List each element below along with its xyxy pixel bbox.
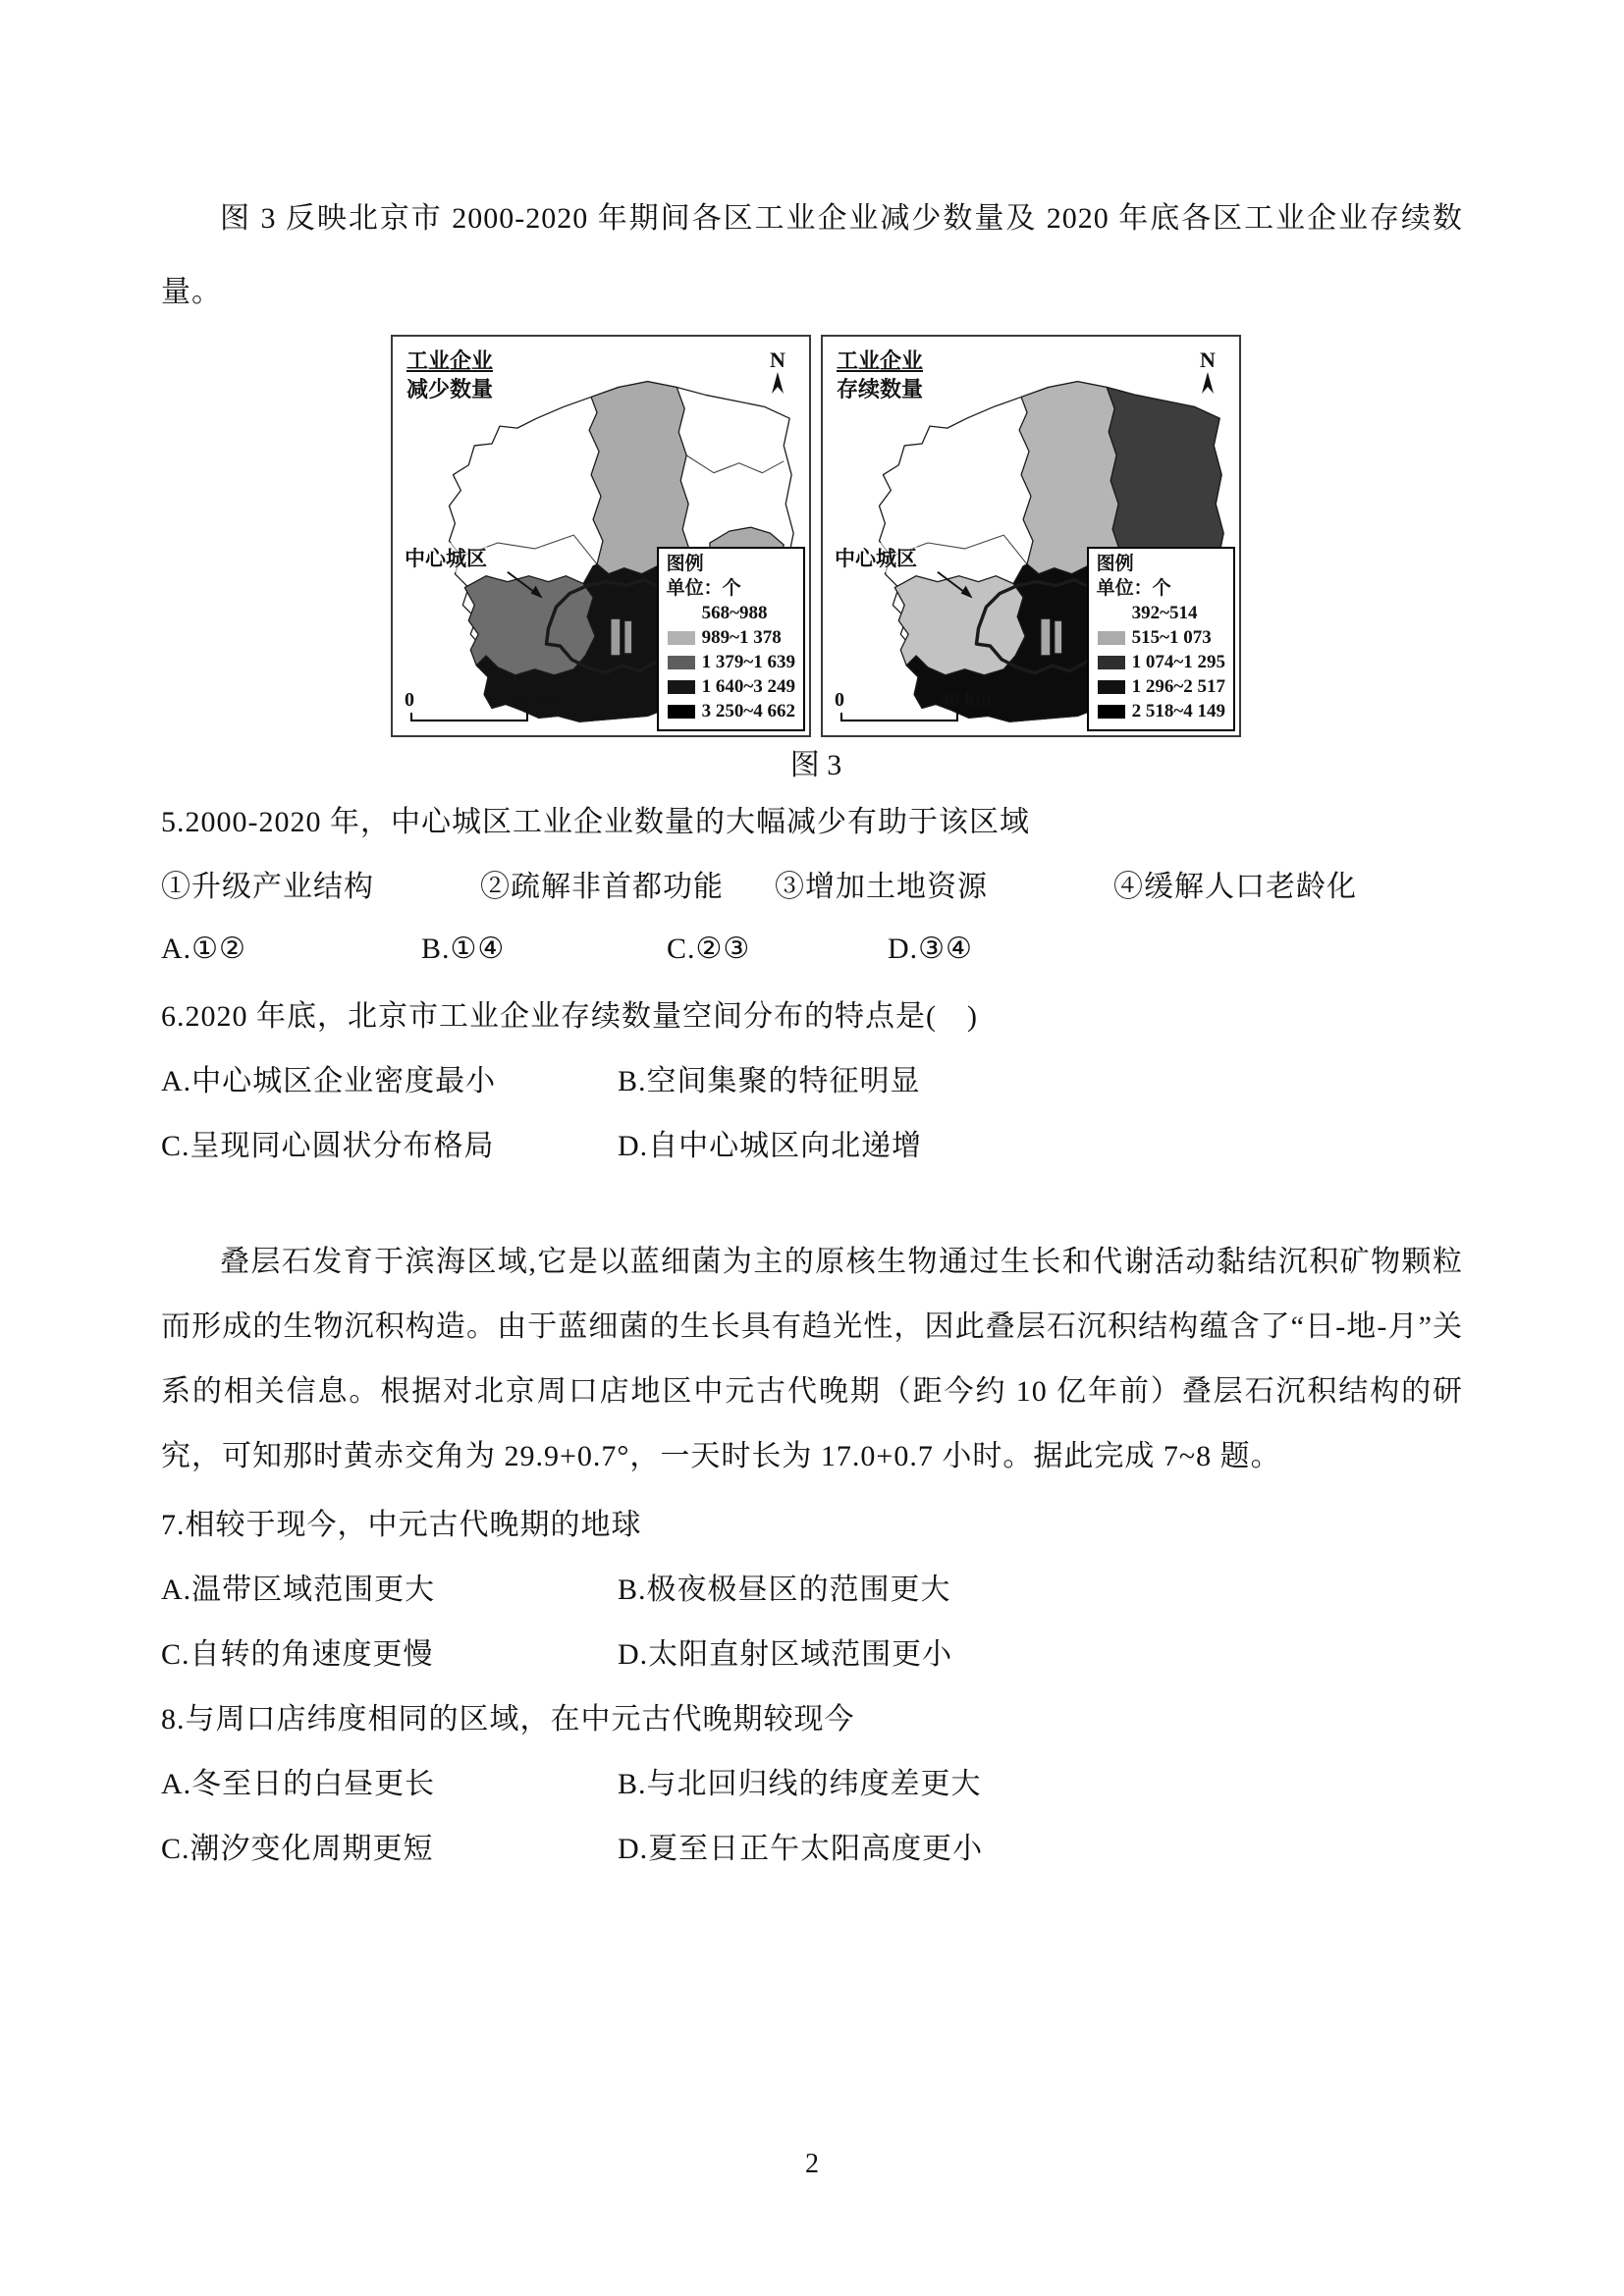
scale-bar <box>405 689 562 721</box>
choice-b: B.极夜极昼区的范围更大 <box>618 1574 951 1606</box>
question-7-choices-ab <box>161 1554 1463 1619</box>
legend-item <box>1097 625 1225 650</box>
legend-swatch <box>1097 704 1126 720</box>
legend-item-label: 1 074~1 295 <box>1131 652 1225 672</box>
compass <box>770 348 785 400</box>
legend-item <box>1097 674 1225 699</box>
map-panel-decrease <box>391 335 811 737</box>
center-city-label: 中心城区 <box>835 543 917 572</box>
legend-swatch <box>667 679 696 695</box>
legend-swatch <box>667 630 696 646</box>
scale-bar <box>835 689 992 721</box>
intro-paragraph: 图 3 反映北京市 2000-2020 年期间各区工业企业减少数量及 2020 年底各区工业企业存续数量。 <box>161 202 1463 308</box>
legend-item-label: 989~1 378 <box>701 627 782 648</box>
scale-bar-line <box>840 713 958 721</box>
center-city-patch <box>624 620 632 654</box>
legend-title: 图例 <box>1096 554 1134 574</box>
choice-c: C.自转的角速度更慢 <box>161 1638 434 1671</box>
north-arrow-icon <box>770 372 785 396</box>
legend-item-label: 1 296~2 517 <box>1131 676 1225 697</box>
question-7-choices-cd <box>161 1619 1463 1683</box>
figure-caption: 图 3 <box>789 749 842 781</box>
scale-distance: 40 km <box>510 689 562 711</box>
choice-b: B.空间集聚的特征明显 <box>618 1065 921 1097</box>
choice-c: C.呈现同心圆状分布格局 <box>161 1130 495 1162</box>
choice-d: D.太阳直射区域范围更小 <box>618 1638 953 1671</box>
compass-n-label: N <box>770 347 785 372</box>
choice-d: D.自中心城区向北递增 <box>618 1130 923 1162</box>
scale-distance: 40 km <box>940 689 992 711</box>
question-8-stem: 8.与周口店纬度相同的区域，在中元古代晚期较现今 <box>161 1703 855 1735</box>
question-6-choices-cd <box>161 1110 1463 1175</box>
scale-bar-line <box>410 713 528 721</box>
choice-c: C.潮汐变化周期更短 <box>161 1833 434 1865</box>
map-panel-surviving <box>821 335 1241 737</box>
north-arrow-icon <box>1200 372 1216 396</box>
question-8-choices-ab <box>161 1748 1463 1813</box>
legend-item <box>667 674 795 699</box>
center-city-patch <box>611 618 621 656</box>
legend-item-label: 1 640~3 249 <box>701 676 795 697</box>
map-title <box>406 347 493 403</box>
map-title-line2: 减少数量 <box>406 377 494 401</box>
map-title-line2: 存续数量 <box>837 377 924 401</box>
scale-zero: 0 <box>405 689 414 711</box>
legend-swatch <box>1097 679 1126 695</box>
legend-item-label: 3 250~4 662 <box>701 701 795 721</box>
legend-item-label: 2 518~4 149 <box>1131 701 1225 721</box>
choice-b: B.①④ <box>421 932 506 965</box>
legend-swatch <box>667 606 696 621</box>
choice-c: C.②③ <box>667 932 751 965</box>
sub-option-3: ③增加土地资源 <box>775 871 988 903</box>
legend-item <box>1097 650 1225 674</box>
center-city-patch <box>1055 620 1062 654</box>
map-title <box>837 347 923 403</box>
legend-swatch <box>667 655 696 670</box>
choice-d: D.③④ <box>888 932 973 965</box>
center-city-patch <box>1041 618 1051 656</box>
legend-swatch <box>667 704 696 720</box>
choice-a: A.温带区域范围更大 <box>161 1574 436 1606</box>
choice-a: A.①② <box>161 932 246 965</box>
map-title-line1: 工业企业 <box>406 348 494 373</box>
passage-paragraph: 叠层石发育于滨海区域,它是以蓝细菌为主的原核生物通过生长和代谢活动黏结沉积矿物颗粒而形成的生物沉积构造。由于蓝细菌的生长具有趋光性，因此叠层石沉积结构蕴含了“日-地-月”关系的相关信息。根据对北京周口店地区中元古代晚期（距今约 10 亿年前）叠层石沉积结构的研究，可知那时黄赤交角为 29.9+0.7°，一天时长为 17.0+0.7 小时。据此完成 7~8 题。 <box>161 1246 1463 1472</box>
choice-a: A.中心城区企业密度最小 <box>161 1065 497 1097</box>
question-8-choices-cd <box>161 1813 1463 1878</box>
legend-item-label: 1 379~1 639 <box>701 652 795 672</box>
legend-swatch <box>1097 630 1126 646</box>
sub-option-4: ④缓解人口老龄化 <box>1113 871 1357 903</box>
legend-unit: 单位：个 <box>1096 578 1171 599</box>
region-north <box>589 382 690 574</box>
region-north <box>1019 382 1120 574</box>
sub-option-1: ①升级产业结构 <box>161 871 374 903</box>
question-6-stem: 6.2020 年底，北京市工业企业存续数量空间分布的特点是( ) <box>161 1000 978 1033</box>
compass-n-label: N <box>1200 347 1216 372</box>
legend-item <box>667 699 795 723</box>
legend-title: 图例 <box>666 554 704 574</box>
map-panels <box>391 335 1241 737</box>
compass <box>1200 348 1216 400</box>
legend-item <box>1097 601 1225 625</box>
legend-swatch <box>1097 606 1126 621</box>
legend <box>1087 547 1235 731</box>
center-city-label: 中心城区 <box>405 543 487 572</box>
legend-item-label: 515~1 073 <box>1131 627 1212 648</box>
legend-item <box>667 650 795 674</box>
legend <box>657 547 805 731</box>
choice-d: D.夏至日正午太阳高度更小 <box>618 1833 984 1865</box>
legend-swatch <box>1097 655 1126 670</box>
page-number: 2 <box>805 2149 819 2179</box>
legend-item-label: 392~514 <box>1131 603 1198 623</box>
legend-item <box>667 625 795 650</box>
figure-3 <box>391 335 1241 786</box>
legend-item <box>667 601 795 625</box>
legend-item-label: 568~988 <box>701 603 768 623</box>
legend-item <box>1097 699 1225 723</box>
question-5-choices <box>161 916 1463 981</box>
legend-unit: 单位：个 <box>666 578 741 599</box>
choice-a: A.冬至日的白昼更长 <box>161 1768 436 1800</box>
map-title-line1: 工业企业 <box>837 348 924 373</box>
scale-zero: 0 <box>835 689 844 711</box>
sub-option-2: ②疏解非首都功能 <box>480 871 724 903</box>
question-6-choices-ab <box>161 1045 1463 1110</box>
choice-b: B.与北回归线的纬度差更大 <box>618 1768 982 1800</box>
question-7-stem: 7.相较于现今，中元古代晚期的地球 <box>161 1509 642 1541</box>
question-5-stem: 5.2000-2020 年，中心城区工业企业数量的大幅减少有助于该区域 <box>161 806 1030 838</box>
question-5-sub-options <box>161 851 1463 916</box>
